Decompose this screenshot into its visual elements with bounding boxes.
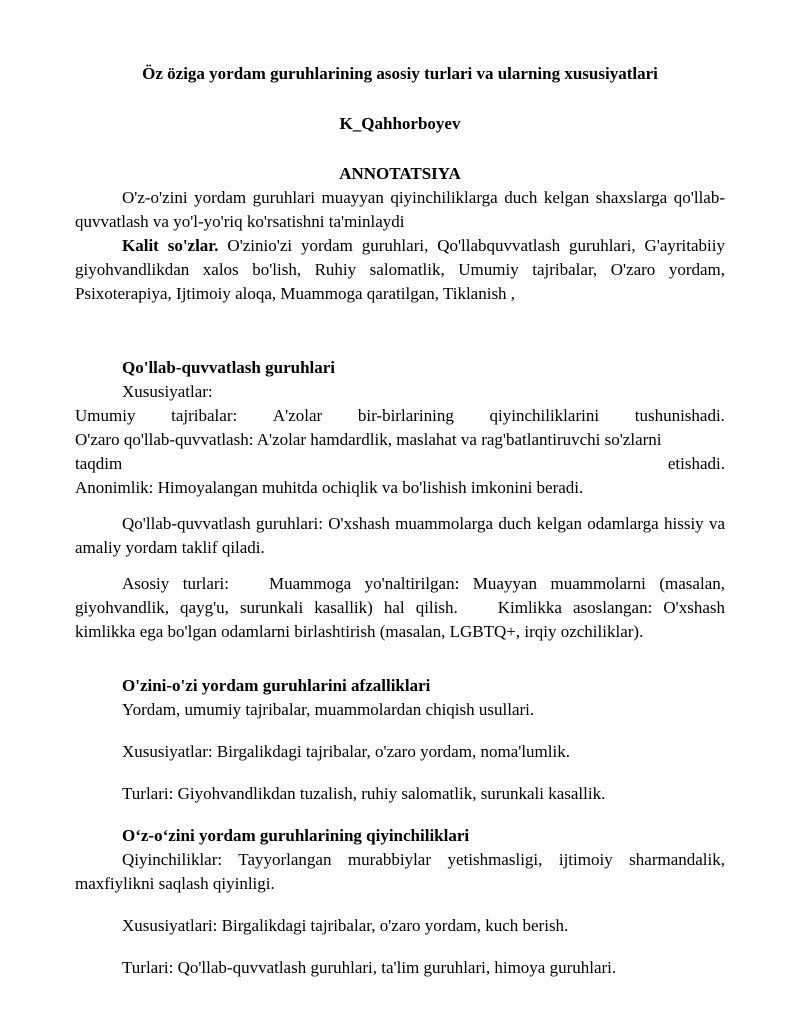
- benefits-line-1: Yordam, umumiy tajribalar, muammolardan chiqish usullari.: [122, 700, 535, 719]
- challenges-line-1: Qiyinchiliklar: Tayyorlangan murabbiylar yetishmasligi, ijtimoiy sharmandalik, maxfiylikni saqlash qiyinligi.: [75, 850, 725, 893]
- annotation-heading: ANNOTATSIYA: [339, 164, 461, 183]
- features-line-1: [75, 404, 725, 428]
- word: tajribalar:: [171, 406, 238, 425]
- types-problem-focused: Muammoga yo'naltirilgan: Muayyan muammolarni (masalan, giyohvandlik, qayg'u, surunkali kasallik) hal qilish.: [75, 574, 725, 617]
- word: A'zolar: [272, 406, 323, 425]
- keywords-label: Kalit so'zlar.: [122, 236, 219, 255]
- benefits-line-2: Xususiyatlar: Birgalikdagi tajribalar, o'zaro yordam, noma'lumlik.: [122, 742, 570, 761]
- features-line-4: Anonimlik: Himoyalangan muhitda ochiqlik va bo'lishish imkonini beradi.: [75, 478, 584, 497]
- section-heading-challenges: O‘z-o‘zini yordam guruhlarining qiyinchiliklari: [122, 826, 470, 845]
- word: Umumiy: [75, 406, 136, 425]
- support-groups-paragraph: Qo'llab-quvvatlash guruhlari: O'xshash muammolarga duch kelgan odamlarga hissiy va amaliy yordam taklif qiladi.: [75, 514, 725, 557]
- word: tushunishadi.: [634, 406, 725, 425]
- main-types-paragraph: [75, 572, 725, 644]
- section-heading-benefits: O'zini-o'zi yordam guruhlarini afzalliklari: [122, 676, 431, 695]
- section-heading-support-groups: Qo'llab-quvvatlash guruhlari: [122, 358, 336, 377]
- keywords-text: O'zinio'zi yordam guruhlari, Qo'llabquvvatlash guruhlari, G'ayritabiiy giyohvandlikdan xalos bo'lish, Ruhiy salomatlik, Umumiy tajribalar, O'zaro yordam, Psixoterapiya, Ijtimoiy aloqa, Muammoga qaratilgan, Tiklanish ,: [75, 236, 725, 303]
- features-line-3: [75, 452, 725, 476]
- document-title: Öz öziga yordam guruhlarining asosiy turlari va ularning xususiyatlari: [142, 64, 658, 83]
- challenges-line-2: Xususiyatlari: Birgalikdagi tajribalar, o'zaro yordam, kuch berish.: [122, 916, 569, 935]
- challenges-line-3: Turlari: Qo'llab-quvvatlash guruhlari, ta'lim guruhlari, himoya guruhlari.: [122, 958, 617, 977]
- author-name: K_Qahhorboyev: [339, 114, 461, 133]
- types-label: Asosiy turlari:: [122, 574, 229, 593]
- word: qiyinchiliklarini: [489, 406, 600, 425]
- types-identity-based: Kimlikka asoslangan: O'xshash kimlikka ega bo'lgan odamlarni birlashtirish (masalan, LGBTQ+, irqiy ozchiliklar).: [75, 598, 725, 641]
- features-label: Xususiyatlar:: [122, 382, 213, 401]
- word: taqdim: [75, 454, 123, 473]
- word: bir-birlarining: [357, 406, 454, 425]
- annotation-text: O'z-o'zini yordam guruhlari muayyan qiyinchiliklarga duch kelgan shaxslarga qo'llab-quvvatlash va yo'l-yo'riq ko'rsatishni ta'minlaydi: [75, 188, 725, 231]
- word: etishadi.: [667, 454, 725, 473]
- document-page: [75, 62, 725, 980]
- keywords-paragraph: [75, 234, 725, 306]
- features-line-2: O'zaro qo'llab-quvvatlash: A'zolar hamdardlik, maslahat va rag'batlantiruvchi so'zlarni: [75, 430, 662, 449]
- benefits-line-3: Turlari: Giyohvandlikdan tuzalish, ruhiy salomatlik, surunkali kasallik.: [122, 784, 606, 803]
